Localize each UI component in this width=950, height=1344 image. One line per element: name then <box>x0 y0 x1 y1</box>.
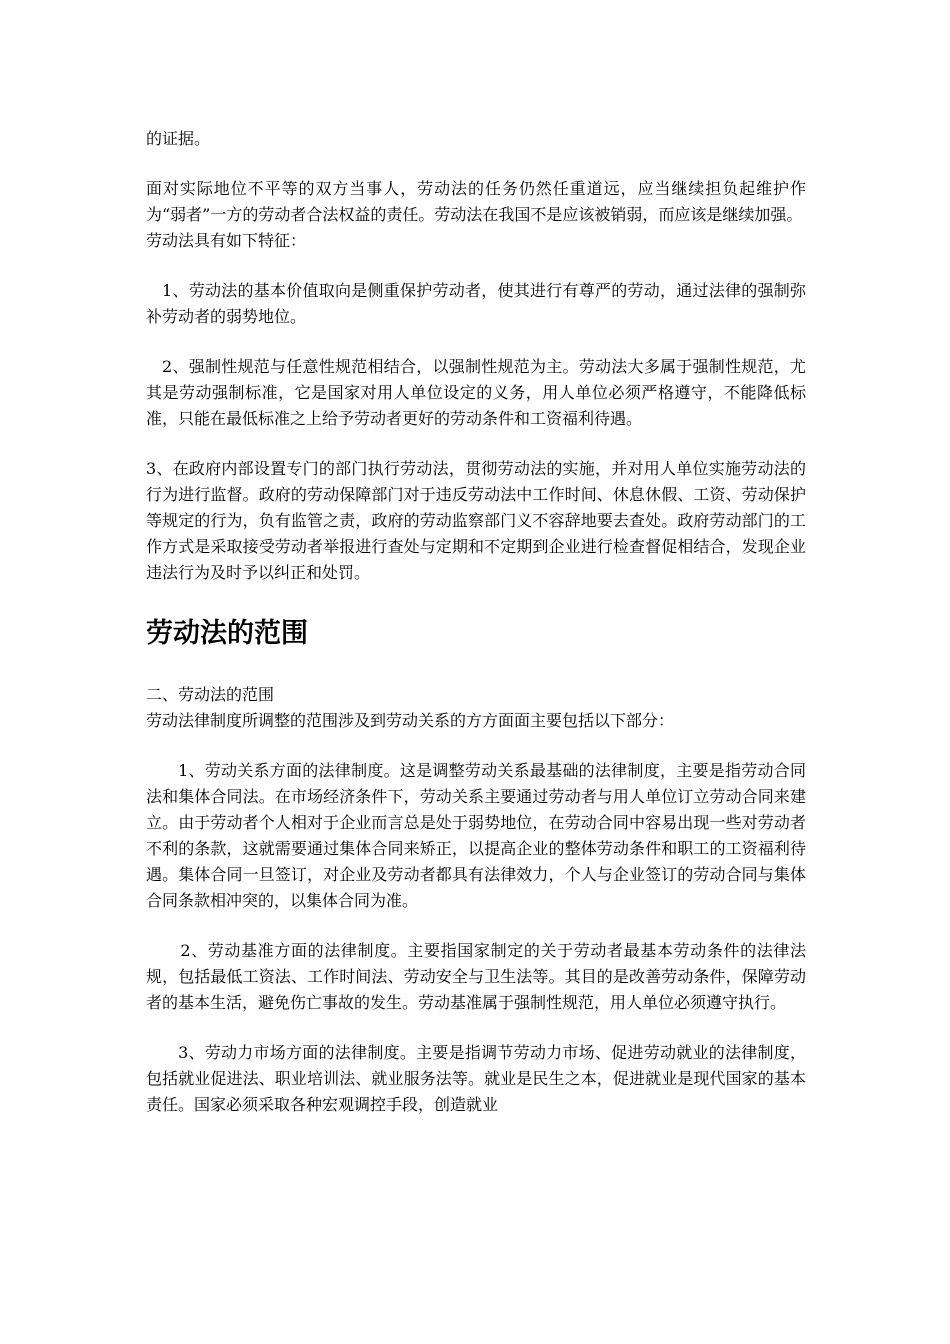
paragraph-labor-law-task: 面对实际地位不平等的双方当事人，劳动法的任务仍然任重道远，应当继续担负起维护作为“弱者”一方的劳动者合法权益的责任。劳动法在我国不是应该被销弱，而应该是继续加强。 <box>146 179 806 224</box>
paragraph-feature-3: 3、在政府内部设置专门的部门执行劳动法，贯彻劳动法的实施，并对用人单位实施劳动法的行为进行监督。政府的劳动保障部门对于违反劳动法中工作时间、休息休假、工资、劳动保护等规定的行为，负有监管之责，政府的劳动监察部门义不容辞地要去查处。政府劳动部门的工作方式是采取接受劳动者举报进行查处与定期和不定期到企业进行检查督促相结合，发现企业违法行为及时予以纠正和处罚。 <box>146 459 806 582</box>
document-page <box>146 126 806 1118</box>
section-heading: 劳动法的范围 <box>146 618 308 649</box>
paragraph-scope-intro: 劳动法律制度所调整的范围涉及到劳动关系的方方面面主要包括以下部分： <box>146 711 675 730</box>
paragraph-scope-1: 1、劳动关系方面的法律制度。这是调整劳动关系最基础的法律制度，主要是指劳动合同法和集体合同法。在市场经济条件下，劳动关系主要通过劳动者与用人单位订立劳动合同来建立。由于劳动者个人相对于企业而言总是处于弱势地位，在劳动合同中容易出现一些对劳动者不利的条款，这就需要通过集体合同来矫正，以提高企业的整体劳动条件和职工的工资福利待遇。集体合同一旦签订，对企业及劳动者都具有法律效力，个人与企业签订的劳动合同与集体合同条款相冲突的，以集体合同为准。 <box>146 761 806 910</box>
paragraph-scope-2: 2、劳动基准方面的法律制度。主要指国家制定的关于劳动者最基本劳动条件的法律法规，包括最低工资法、工作时间法、劳动安全与卫生法等。其目的是改善劳动条件，保障劳动者的基本生活，避免伤亡事故的发生。劳动基准属于强制性规范，用人单位必须遵守执行。 <box>146 941 806 1012</box>
paragraph-feature-2: 2、强制性规范与任意性规范相结合，以强制性规范为主。劳动法大多属于强制性规范，尤其是劳动强制标准，它是国家对用人单位设定的义务，用人单位必须严格遵守，不能降低标准，只能在最低标准之上给予劳动者更好的劳动条件和工资福利待遇。 <box>146 357 806 428</box>
paragraph-section-subtitle: 二、劳动法的范围 <box>146 685 275 704</box>
paragraph-features-intro: 劳动法具有如下特征： <box>146 231 307 250</box>
paragraph-feature-1: 1、劳动法的基本价值取向是侧重保护劳动者，使其进行有尊严的劳动，通过法律的强制弥补劳动者的弱势地位。 <box>146 281 806 326</box>
paragraph-evidence-tail: 的证据。 <box>146 129 211 148</box>
paragraph-scope-3: 3、劳动力市场方面的法律制度。主要是指调节劳动力市场、促进劳动就业的法律制度，包括就业促进法、职业培训法、就业服务法等。就业是民生之本，促进就业是现代国家的基本责任。国家必须采取各种宏观调控手段，创造就业 <box>146 1043 806 1114</box>
